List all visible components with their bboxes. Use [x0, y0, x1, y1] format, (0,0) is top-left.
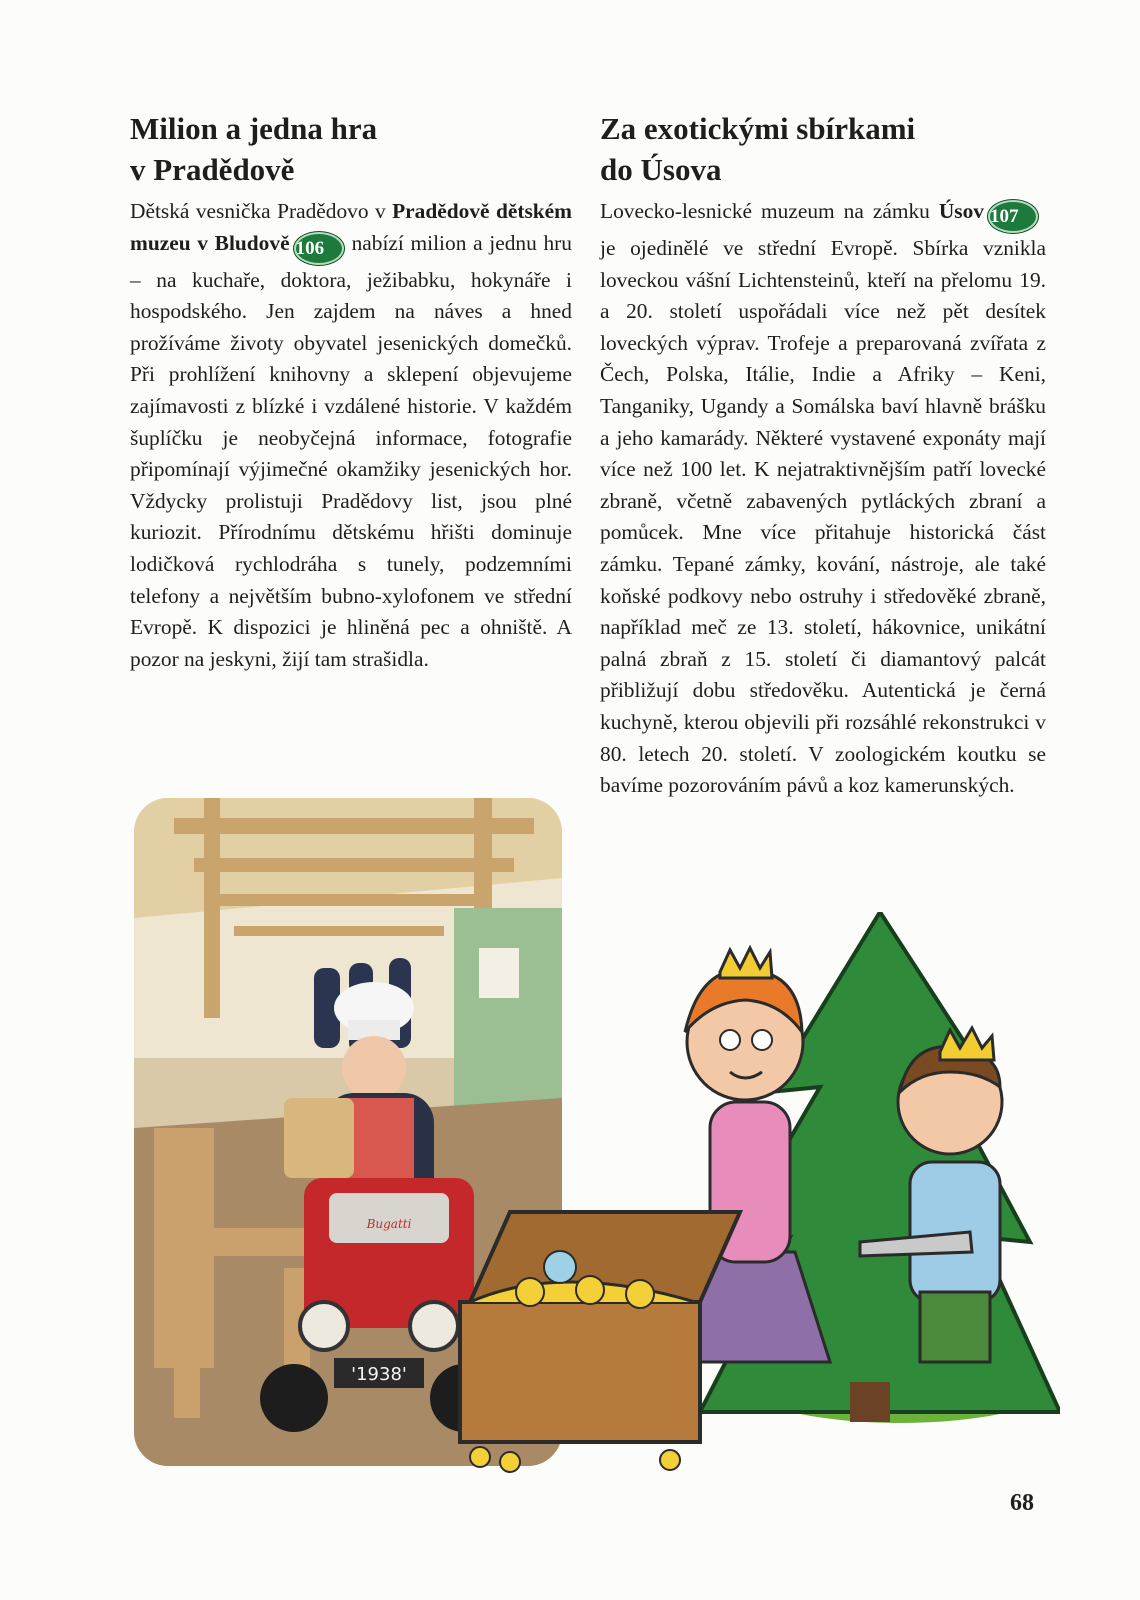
- page-number: 68: [1010, 1490, 1034, 1516]
- number-badge-icon: 106: [294, 232, 344, 265]
- castle-name: Úsov: [938, 199, 984, 223]
- left-article-title: Milion a jedna hra v Pradědově: [130, 111, 378, 187]
- left-article-body: Dětská vesnička Pradědovo v Pradědově dětském muzeu v Bludově 106 nabízí milion a jednu hru – na kuchaře, doktora, ježibabku, hokynáře i hospodského. Jen zajdem na náves a hned prožíváme životy obyvatel jesenických domečků. Při prohlížení knihovny a sklepení objevujeme zajímavosti z blízké i vzdálené historie. V každém šuplíčku je neobyčejná informace, fotografie připomínají výjimečné okamžiky jesenických hor. Vždycky prolistuji Pradědovy list, jsou plné kuriozit. Přírodnímu dětskému hřišti dominuje lodičková rychlodráha s tunely, podzemními telefony a největším bubno-xylofonem ve střední Evropě. K dispozici je hliněná pec a ohniště. A pozor na jeskyni, žijí tam strašidla.: [130, 199, 572, 671]
- cartoon-illustration: [440, 912, 1060, 1492]
- right-article-body: Lovecko-lesnické muzeum na zámku Úsov 107je ojedinělé ve střední Evropě. Sbírka vznikla loveckou vášní Lichtensteinů, kteří na přelomu 19. a 20. století uspořádali více než pět desítek loveckých výprav. Trofeje a preparovaná zvířata z Čech, Polska, Itálie, Indie a Afriky – Keni, Tanganiky, Ugandy a Somálska baví hlavně brášku a jeho kamarády. Některé vystavené exponáty mají více než 100 let. K nejatraktivnějším patří lovecké zbraně, včetně zabavených pytláckých zbraní a pomůcek. Mne více přitahuje historická část zámku. Tepané zámky, kování, nástroje, ale také koňské podkovy nebo ostruhy i středověké zbraně, například meč ze 13. století, hákovnice, unikátní palná zbraň z 15. století či diamantový palcát přibližují dobu středověku. Autentická je černá kuchyně, kterou objevili při rozsáhlé rekonstrukci v 80. letech 20. století. V zoologickém koutku se bavíme pozorováním pávů a koz kamerunských.: [600, 199, 1046, 798]
- license-plate: '1938': [351, 1364, 407, 1385]
- right-article-title: Za exotickými sbírkami do Úsova: [600, 111, 916, 187]
- right-article: [600, 108, 1046, 802]
- number-badge-icon: 107: [988, 200, 1038, 233]
- treasure-chest-icon: [460, 1212, 740, 1472]
- left-article: [130, 108, 572, 675]
- museum-name: Pradědově dětském muzeu v Bludově: [130, 199, 572, 255]
- car-badge: Bugatti: [366, 1217, 412, 1231]
